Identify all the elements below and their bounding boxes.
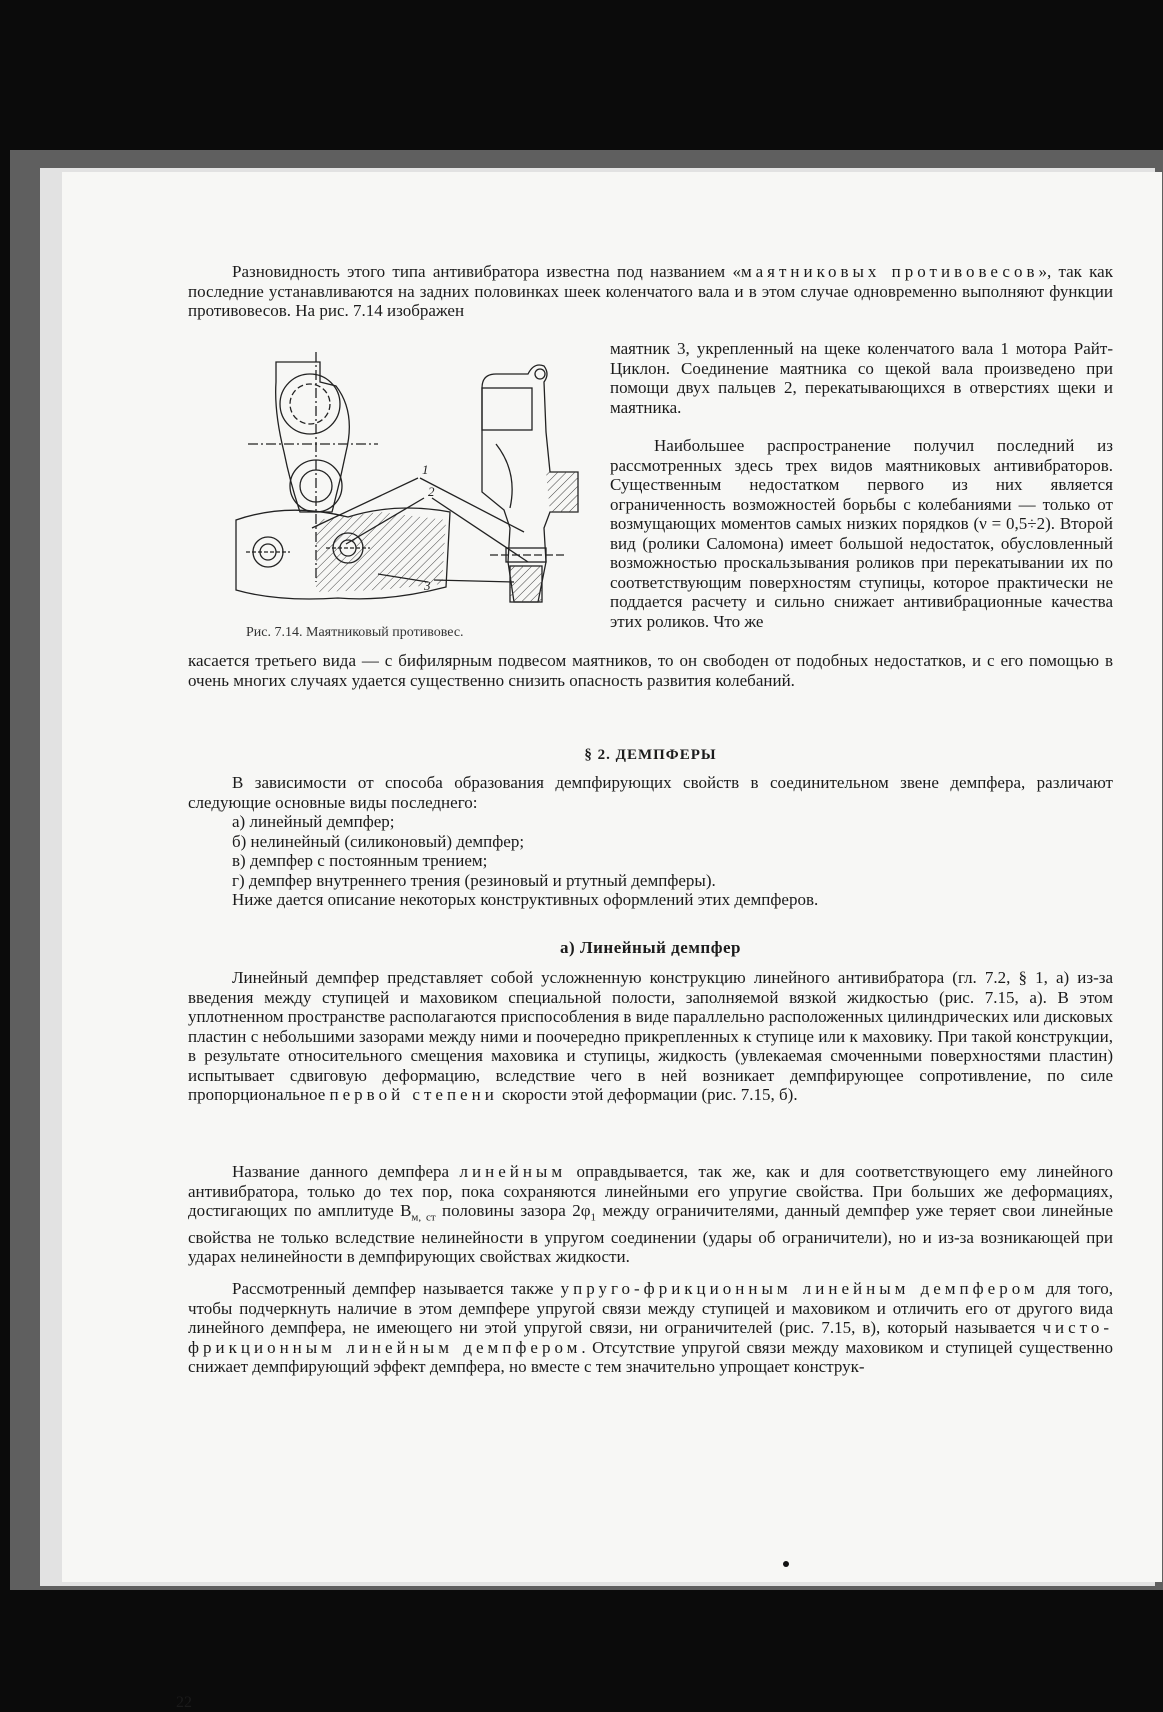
scan-speck [783, 1561, 789, 1567]
paragraph-comparison-continued: касается третьего вида — с бифилярным подвесом маятников, то он свободен от подобных недостатков, и с его помощью в очень многих случаях удается существенно снизить опасность развития колебаний. [188, 651, 1113, 690]
paragraph-text: половины зазора 2φ [435, 1201, 591, 1220]
spaced-term: первой степени [329, 1085, 498, 1104]
subscript: 1 [590, 1211, 597, 1224]
paragraph-text: Разновидность этого типа антивибратора известна под названием « [232, 262, 741, 281]
spaced-term: чисто-фрикционным линейным демпфером [188, 1318, 1113, 1357]
paragraph-text: оправдывается, так же, как и для соответствующего ему линейного антивибратора, только до тех пор, пока сохраняются линейными его упругие свойства. При больших же деформациях, достигающих по амплитуде В [188, 1162, 1113, 1220]
paragraph-linear-naming [188, 1162, 1113, 1267]
paragraph-damper-types-intro: В зависимости от способа образования демпфирующих свойств в соединительном звене демпфера, различают следующие основные виды последнего: [188, 773, 1113, 812]
list-item: б) нелинейный (силиконовый) демпфер; [232, 831, 525, 851]
subsection-heading: а) Линейный демпфер [560, 938, 741, 957]
figure-caption: Рис. 7.14. Маятниковый противовес. [246, 625, 464, 640]
paragraph-text: . Отсутствие упругой связи между маховиком и ступицей существенно снижает демпфирующий эффект демпфера, но вместе с тем значительно упрощает конструк- [188, 1337, 1113, 1376]
subscript: м, ст [411, 1211, 436, 1224]
figure-label-2: 2 [428, 484, 435, 499]
paragraph-damper-types-outro: Ниже дается описание некоторых конструктивных оформлений этих демпферов. [232, 890, 819, 909]
paragraph-comparison: Наибольшее распространение получил последний из рассмотренных здесь трех видов маятниковых антивибраторов. Существенным недостатком первого из них является ограниченность возможностей борьбы с колебаниями — только от возмущающих моментов самых низких порядков (ν = 0,5÷2). Второй вид (ролики Саломона) имеет большой недостаток, обусловленный возможностью проскальзывания роликов при перекатывании их по соответствующим поверхностям ступицы, которое практически не поддается расчету и сильно снижает антивибрационные качества этих роликов. Что же [610, 436, 1113, 631]
paragraph-text: скорости этой деформации (рис. 7.15, б). [497, 1085, 798, 1104]
book-page [62, 172, 1162, 1711]
paragraph-text: Рассмотренный демпфер называется также [232, 1279, 561, 1298]
list-item: а) линейный демпфер; [232, 812, 395, 831]
damper-types-list [232, 812, 1112, 890]
paragraph-text: », так как последние устанавливаются на задних половинках шеек коленчатого вала и в этом случае одновременно выполняют функции противовесов. На рис. 7.14 изображен [188, 262, 1113, 320]
paragraph-text: между ограничителями, данный демпфер уже теряет свои линейные свойства не только вследствие нелинейности в упругом соединении (удары об ограничители), но и из-за возникающей при ударах нелинейности в демпфирующих свойствах жидкости. [188, 1201, 1113, 1267]
list-item: г) демпфер внутреннего трения (резиновый и ртутный демпферы). [232, 870, 716, 890]
spaced-term: маятниковых противовесов [740, 262, 1039, 281]
paragraph-linear-damper [188, 968, 1113, 1105]
figure-label-3: 3 [424, 578, 431, 593]
upper-journal [280, 374, 340, 434]
paragraph-pendulum-intro [188, 262, 1113, 321]
paragraph-text: для того, чтобы подчеркнуть наличие в этом демпфере упругой связи между ступицей и маховиком и отличить его от другого вида линейного демпфера, не имеющего ни этой упругой связи, ни ограничителей (рис. 7.15, в), который называется [188, 1279, 1113, 1337]
paragraph-pendulum-description: маятник 3, укрепленный на щеке коленчатого вала 1 мотора Райт-Циклон. Соединение маятника со щекой вала произведено при помощи двух пальцев 2, перекатывающихся в отверстиях щеки и маятника. [610, 339, 1113, 417]
page-number: 22 [176, 1694, 192, 1711]
paragraph-text: Название данного демпфера [232, 1162, 460, 1181]
figure-label-1: 1 [422, 462, 429, 477]
figure-pendulum-counterweight [228, 352, 594, 652]
list-item: в) демпфер с постоянным трением; [232, 851, 488, 870]
section-heading: § 2. ДЕМПФЕРЫ [584, 747, 717, 763]
spaced-term: упруго-фрикционным линейным демпфером [560, 1279, 1039, 1298]
paragraph-text: Линейный демпфер представляет собой усложненную конструкцию линейного антивибратора (гл. 7.2, § 1, а) из-за введения между ступицей и маховиком специальной полости, заполняемой вязкой жидкостью (рис. 7.15, а). В этом уплотненном пространстве располагаются приспособления в виде параллельно расположенных цилиндрических или дисковых пластин с небольшими зазорами между ними и поочередно прикрепленных к ступице или к маховику. При такой конструкции, в результате относительного смещения маховика и ступицы, жидкость (увлекаемая смоченными поверхностями пластин) испытывает сдвиговую деформацию, вследствие чего в ней возникает демпфирующее сопротивление, по силе пропорциональное [188, 968, 1114, 1104]
paragraph-friction-damper [188, 1279, 1113, 1377]
spaced-term: линейным [459, 1162, 567, 1181]
